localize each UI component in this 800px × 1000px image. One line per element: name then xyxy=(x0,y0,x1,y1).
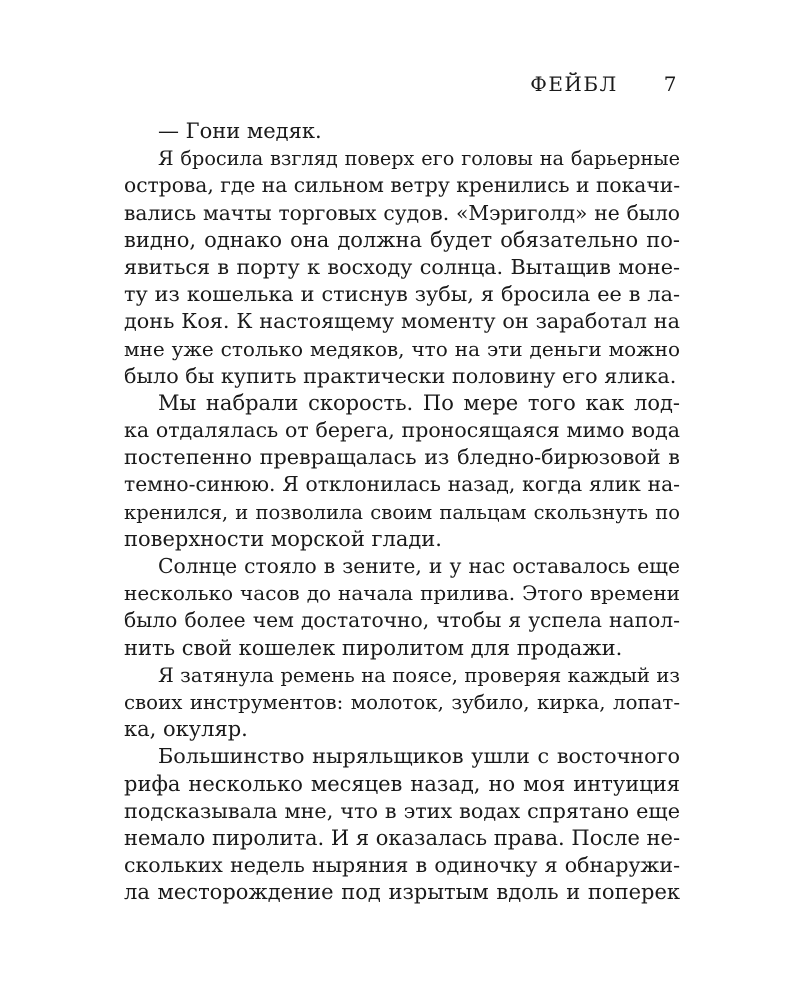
text-line: вались мачты торговых судов. «Мэриголд» не было xyxy=(124,200,680,225)
text-line: рифа несколько месяцев назад, но моя интуиция xyxy=(124,771,680,796)
body-text xyxy=(124,118,680,906)
text-line: поверхности морской глади. xyxy=(124,526,442,551)
text-line: Я бросила взгляд поверх его головы на барьерные xyxy=(158,147,680,171)
text-line: явиться в порту к восходу солнца. Вытащив моне- xyxy=(124,254,680,279)
text-line: видно, однако она должна будет обязательно по- xyxy=(124,227,680,252)
text-line: Солнце стояло в зените, и у нас оставалось еще xyxy=(158,554,680,578)
text-line: было бы купить практически половину его ялика. xyxy=(124,363,677,388)
text-line: своих инструментов: молоток, зубило, кирка, лопат- xyxy=(124,690,680,714)
text-line: постепенно превращалась из бледно-бирюзовой в xyxy=(124,445,680,470)
text-line: Мы набрали скорость. По мере того как лод- xyxy=(158,390,680,415)
text-line: кренился, и позволила своим пальцам скользнуть по xyxy=(124,500,680,524)
text-line: донь Коя. К настоящему моменту он заработал на xyxy=(124,309,680,334)
text-line: — Гони медяк. xyxy=(158,119,322,143)
text-line: подсказывала мне, что в этих водах спрятано еще xyxy=(124,798,680,823)
text-line: нить свой кошелек пиролитом для продажи. xyxy=(124,635,623,660)
text-line: Я затянула ремень на поясе, проверяя каждый из xyxy=(158,663,680,687)
text-line: несколько часов до начала прилива. Этого времени xyxy=(124,581,680,606)
text-line: немало пиролита. И я оказалась права. После не- xyxy=(124,825,681,850)
running-head xyxy=(530,72,678,96)
text-line: ту из кошелька и стиснув зубы, я бросила ее в ла- xyxy=(124,282,680,307)
text-line: Большинство ныряльщиков ушли с восточного xyxy=(158,744,680,769)
text-line: скольких недель ныряния в одиночку я обнаружи- xyxy=(124,853,680,878)
text-line: острова, где на сильном ветру кренились и покачи- xyxy=(124,173,681,198)
text-line: ка отдалялась от берега, проносящаяся мимо вода xyxy=(124,418,680,443)
text-line: ла месторождение под изрытым вдоль и поперек xyxy=(124,880,680,905)
text-line: ка, окуляр. xyxy=(124,717,248,742)
book-title: ФЕЙБЛ xyxy=(530,72,618,96)
text-line: мне уже столько медяков, что на эти деньги можно xyxy=(124,336,680,361)
text-line: было более чем достаточно, чтобы я успела напол- xyxy=(124,608,680,633)
page-number: 7 xyxy=(663,72,678,96)
text-line: темно-синюю. Я отклонилась назад, когда ялик на- xyxy=(124,472,680,497)
